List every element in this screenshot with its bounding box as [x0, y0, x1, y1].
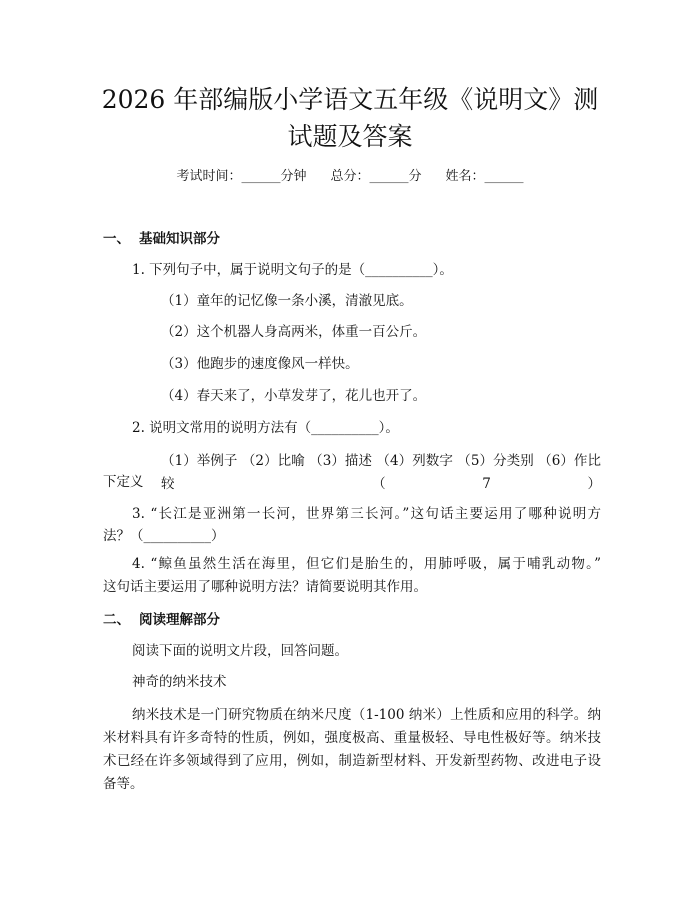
- reading-intro: 阅读下面的说明文片段，回答问题。: [132, 643, 348, 659]
- question-1: 1. 下列句子中，属于说明文句子的是（__________）。: [132, 262, 453, 278]
- question-3-line-2: 法？（__________）: [103, 528, 225, 544]
- question-3-line-1: [132, 503, 601, 526]
- document-title-line-2: 试题及答案: [287, 122, 413, 151]
- passage-line-1: 纳米技术是一门研究物质在纳米尺度（1-100 纳米）上性质和应用的科学。纳: [132, 707, 601, 723]
- section-title: 基础知识部分: [139, 231, 220, 247]
- passage-line-3: 术已经在许多领域得到了应用，例如，制造新型材料、开发新型药物、改进电子设: [103, 753, 601, 769]
- question-1-option-1: （1）童年的记忆像一条小溪，清澈见底。: [161, 293, 413, 309]
- question-3-text: 3. “长江是亚洲第一长河，世界第三长河。”这句话主要运用了哪种说明方: [132, 506, 601, 522]
- question-2-options-text: （1）举例子 （2）比喻 （3）描述 （4）列数字 （5）分类别 （6）作比较 （7）: [161, 453, 601, 492]
- section-heading-reading: [103, 610, 220, 630]
- question-4-line-1: [132, 553, 601, 576]
- student-name-field: 姓名：______: [445, 169, 524, 184]
- section-title: 阅读理解部分: [139, 612, 220, 628]
- passage-body: [103, 704, 601, 796]
- question-2-options-line-1: [161, 450, 601, 492]
- question-4-text: 4. “鲸鱼虽然生活在海里，但它们是胎生的，用肺呼吸，属于哺乳动物。”: [132, 556, 601, 572]
- question-2-options-line-2: 下定义: [103, 474, 144, 490]
- section-number: 二、: [103, 612, 130, 628]
- document-title-line-1: 2026 年部编版小学语文五年级《说明文》测: [101, 85, 599, 114]
- exam-time-field: 考试时间：______分钟: [176, 169, 307, 184]
- question-1-option-3: （3）他跑步的速度像风一样快。: [161, 356, 359, 372]
- passage-title: 神奇的纳米技术: [132, 674, 227, 690]
- passage-line-4: 备等。: [103, 776, 144, 792]
- question-2: 2. 说明文常用的说明方法有（__________）。: [132, 420, 399, 436]
- total-score-field: 总分：______分: [330, 169, 422, 184]
- question-1-option-4: （4）春天来了，小草发芽了，花儿也开了。: [161, 388, 427, 404]
- section-heading-basic-knowledge: [103, 229, 220, 249]
- passage-line-2: 米材料具有许多奇特的性质，例如，强度极高、重量极轻、导电性极好等。纳米技: [103, 730, 601, 746]
- exam-info-row: [0, 167, 700, 187]
- question-1-option-2: （2）这个机器人身高两米，体重一百公斤。: [161, 324, 427, 340]
- question-4-line-2: 这句话主要运用了哪种说明方法？请简要说明其作用。: [103, 579, 427, 595]
- section-number: 一、: [103, 231, 130, 247]
